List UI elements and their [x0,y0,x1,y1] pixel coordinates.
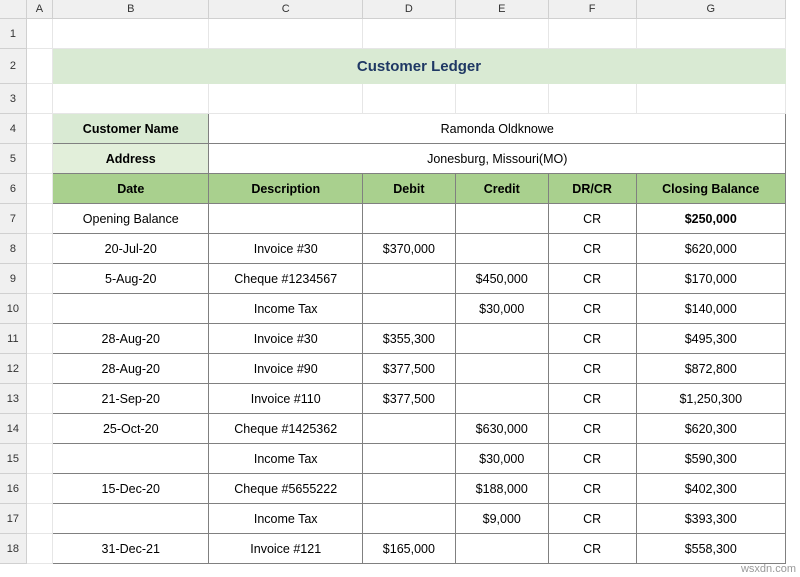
ledger-cell-drcr[interactable]: CR [548,204,636,234]
cell-empty[interactable] [26,19,52,49]
ledger-cell-description[interactable]: Invoice #121 [209,534,362,564]
row-header-17[interactable]: 17 [0,504,26,534]
ledger-cell-description[interactable]: Income Tax [209,294,362,324]
ledger-cell-drcr[interactable]: CR [548,384,636,414]
ledger-cell-drcr[interactable]: CR [548,474,636,504]
ledger-cell-debit[interactable] [362,444,455,474]
cell-empty[interactable] [26,84,52,114]
ledger-cell-drcr[interactable]: CR [548,504,636,534]
ledger-cell-credit[interactable]: $9,000 [455,504,548,534]
column-header-g[interactable]: G [636,0,785,19]
cell-empty[interactable] [209,84,362,114]
ledger-title[interactable]: Customer Ledger [53,49,786,84]
grid-row [0,384,786,414]
ledger-cell-credit[interactable] [455,384,548,414]
cell-empty[interactable] [26,49,52,84]
row-header-8[interactable]: 8 [0,234,26,264]
ledger-cell-date[interactable]: 31-Dec-21 [53,534,209,564]
select-all-corner[interactable] [0,0,26,19]
ledger-cell-credit[interactable]: $30,000 [455,444,548,474]
cell-empty[interactable] [362,84,455,114]
ledger-cell-drcr[interactable]: CR [548,444,636,474]
ledger-cell-debit[interactable] [362,294,455,324]
column-label-date[interactable]: Date [53,174,209,204]
ledger-cell-drcr[interactable]: CR [548,294,636,324]
row-header-13[interactable]: 13 [0,384,26,414]
column-header-row [0,0,786,19]
ledger-cell-debit[interactable]: $370,000 [362,234,455,264]
cell-empty[interactable] [26,294,52,324]
row-header-16[interactable]: 16 [0,474,26,504]
cell-empty[interactable] [26,534,52,564]
row-header-5[interactable]: 5 [0,144,26,174]
ledger-cell-date[interactable]: 25-Oct-20 [53,414,209,444]
cell-empty[interactable] [548,84,636,114]
cell-empty[interactable] [26,444,52,474]
cell-empty[interactable] [26,324,52,354]
ledger-cell-closing-balance[interactable]: $620,000 [636,234,785,264]
grid-row [0,504,786,534]
row-header-3[interactable]: 3 [0,84,26,114]
row-header-2[interactable]: 2 [0,49,26,84]
cell-empty[interactable] [455,84,548,114]
column-header-c[interactable]: C [209,0,362,19]
ledger-cell-description[interactable]: Income Tax [209,504,362,534]
grid-row [0,174,786,204]
ledger-cell-debit[interactable] [362,264,455,294]
ledger-cell-closing-balance[interactable]: $590,300 [636,444,785,474]
grid-row [0,19,786,49]
grid-row [0,49,786,84]
column-label-credit[interactable]: Credit [455,174,548,204]
ledger-cell-date[interactable] [53,444,209,474]
cell-empty[interactable] [26,234,52,264]
cell-empty[interactable] [455,19,548,49]
ledger-cell-credit[interactable] [455,204,548,234]
ledger-cell-closing-balance[interactable]: $495,300 [636,324,785,354]
ledger-cell-drcr[interactable]: CR [548,264,636,294]
ledger-cell-closing-balance[interactable]: $620,300 [636,414,785,444]
cell-empty[interactable] [26,354,52,384]
column-label-debit[interactable]: Debit [362,174,455,204]
ledger-cell-credit[interactable]: $188,000 [455,474,548,504]
ledger-cell-description[interactable]: Cheque #1234567 [209,264,362,294]
row-header-14[interactable]: 14 [0,414,26,444]
grid-row [0,114,786,144]
ledger-cell-date[interactable]: Opening Balance [53,204,209,234]
row-header-12[interactable]: 12 [0,354,26,384]
ledger-cell-date[interactable]: 21-Sep-20 [53,384,209,414]
ledger-cell-credit[interactable] [455,324,548,354]
ledger-cell-date[interactable]: 28-Aug-20 [53,324,209,354]
row-header-11[interactable]: 11 [0,324,26,354]
watermark: wsxdn.com [740,563,796,575]
row-header-18[interactable]: 18 [0,534,26,564]
grid-row [0,294,786,324]
grid-row [0,354,786,384]
grid-row [0,144,786,174]
cell-empty[interactable] [26,414,52,444]
grid-row [0,84,786,114]
cell-empty[interactable] [26,174,52,204]
grid-row [0,324,786,354]
ledger-cell-drcr[interactable]: CR [548,234,636,264]
ledger-cell-credit[interactable]: $630,000 [455,414,548,444]
ledger-cell-debit[interactable] [362,414,455,444]
cell-empty[interactable] [26,264,52,294]
ledger-cell-drcr[interactable]: CR [548,324,636,354]
row-header-9[interactable]: 9 [0,264,26,294]
ledger-cell-debit[interactable]: $355,300 [362,324,455,354]
ledger-cell-closing-balance[interactable]: $250,000 [636,204,785,234]
row-header-4[interactable]: 4 [0,114,26,144]
column-label-drcr[interactable]: DR/CR [548,174,636,204]
address-label[interactable]: Address [53,144,209,174]
row-header-10[interactable]: 10 [0,294,26,324]
ledger-cell-closing-balance[interactable]: $872,800 [636,354,785,384]
cell-empty[interactable] [209,19,362,49]
grid-row [0,234,786,264]
customer-name-value[interactable]: Ramonda Oldknowe [209,114,786,144]
ledger-cell-description[interactable]: Cheque #5655222 [209,474,362,504]
ledger-cell-description[interactable]: Income Tax [209,444,362,474]
column-header-d[interactable]: D [362,0,455,19]
cell-empty[interactable] [26,384,52,414]
grid-row [0,474,786,504]
ledger-cell-date[interactable]: 20-Jul-20 [53,234,209,264]
ledger-cell-credit[interactable] [455,234,548,264]
cell-empty[interactable] [26,114,52,144]
grid-row [0,264,786,294]
column-label-closing-balance[interactable]: Closing Balance [636,174,785,204]
ledger-cell-closing-balance[interactable]: $393,300 [636,504,785,534]
row-header-6[interactable]: 6 [0,174,26,204]
grid-row [0,534,786,564]
ledger-cell-closing-balance[interactable]: $402,300 [636,474,785,504]
ledger-cell-drcr[interactable]: CR [548,414,636,444]
ledger-cell-debit[interactable]: $377,500 [362,354,455,384]
cell-empty[interactable] [26,204,52,234]
grid-row [0,204,786,234]
ledger-cell-description[interactable]: Cheque #1425362 [209,414,362,444]
ledger-cell-date[interactable]: 5-Aug-20 [53,264,209,294]
column-header-b[interactable]: B [53,0,209,19]
ledger-cell-date[interactable]: 15-Dec-20 [53,474,209,504]
ledger-cell-drcr[interactable]: CR [548,534,636,564]
ledger-cell-description[interactable]: Invoice #90 [209,354,362,384]
cell-empty[interactable] [26,144,52,174]
ledger-cell-closing-balance[interactable]: $140,000 [636,294,785,324]
ledger-cell-debit[interactable]: $165,000 [362,534,455,564]
cell-empty[interactable] [26,504,52,534]
customer-name-label[interactable]: Customer Name [53,114,209,144]
row-header-7[interactable]: 7 [0,204,26,234]
cell-empty[interactable] [53,84,209,114]
address-value[interactable]: Jonesburg, Missouri(MO) [209,144,786,174]
ledger-cell-debit[interactable] [362,204,455,234]
ledger-cell-credit[interactable] [455,534,548,564]
ledger-cell-closing-balance[interactable]: $558,300 [636,534,785,564]
column-header-a[interactable]: A [26,0,52,19]
column-header-f[interactable]: F [548,0,636,19]
grid-row [0,414,786,444]
column-label-description[interactable]: Description [209,174,362,204]
ledger-cell-closing-balance[interactable]: $170,000 [636,264,785,294]
cell-empty[interactable] [636,19,785,49]
ledger-cell-date[interactable]: 28-Aug-20 [53,354,209,384]
ledger-cell-credit[interactable]: $450,000 [455,264,548,294]
ledger-cell-description[interactable] [209,204,362,234]
grid-row [0,444,786,474]
ledger-cell-drcr[interactable]: CR [548,354,636,384]
cell-empty[interactable] [26,474,52,504]
ledger-cell-credit[interactable]: $30,000 [455,294,548,324]
ledger-cell-description[interactable]: Invoice #30 [209,324,362,354]
cell-empty[interactable] [548,19,636,49]
row-header-15[interactable]: 15 [0,444,26,474]
ledger-cell-description[interactable]: Invoice #30 [209,234,362,264]
ledger-cell-debit[interactable] [362,504,455,534]
row-header-1[interactable]: 1 [0,19,26,49]
ledger-cell-credit[interactable] [455,354,548,384]
ledger-cell-debit[interactable] [362,474,455,504]
column-header-e[interactable]: E [455,0,548,19]
cell-empty[interactable] [362,19,455,49]
cell-empty[interactable] [53,19,209,49]
ledger-cell-description[interactable]: Invoice #110 [209,384,362,414]
ledger-cell-date[interactable] [53,294,209,324]
ledger-cell-debit[interactable]: $377,500 [362,384,455,414]
ledger-cell-date[interactable] [53,504,209,534]
ledger-cell-closing-balance[interactable]: $1,250,300 [636,384,785,414]
cell-empty[interactable] [636,84,785,114]
